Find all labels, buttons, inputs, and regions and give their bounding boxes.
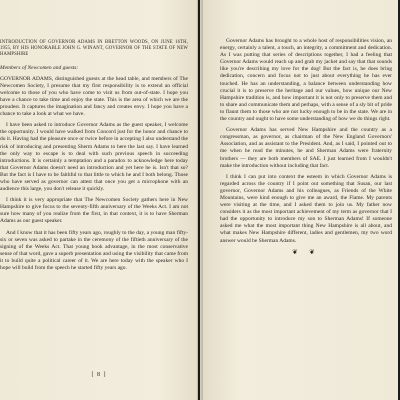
paragraph: I think it is very appropriate that The Newcomen Society gathers here in New Hampshire to give focus to the seventy-fifth anniversary of the Weeks Act. I am not sure how many of you realize from the first, in that context, it is to have Sherman Adams as our guest speaker. <box>0 197 188 225</box>
section-ornament: ❦ ❦ <box>292 248 320 256</box>
book-gutter <box>197 0 203 400</box>
left-page <box>0 0 198 400</box>
paragraph: And I know that it has been fifty years ago, roughly to the day, a young man fifty-six or seven was asked to partake in the ceremony of the fiftieth anniversary of the signing of the Weeks Act. That young book advantage, in the most conservative sense of that word, gave a superb presentation and using the visibility that came from it to build quite a political career of it. We are here today with the speaker who I hope will build from the speech he started fifty years ago. <box>0 229 188 272</box>
paragraph: I think I can put into context the esteem in which Governor Adams is regarded across the country if I point out something that Susan, our last governor, Governor Adams and his colleagues, as Friends of the White Mountains, were kind enough to give me an award, the Flame. My parents were visiting at the time, and I asked them to join us. My father now considers it as the most important achievement of my term as governor that I had the opportunity to introduce my son to Sherman Adams! If someone asked me what the most important thing New Hampshire is all about, and what makes New Hampshire different, ladies and gentlemen, my two word answer would be Sherman Adams. <box>220 173 392 244</box>
page-number: [ 8 ] <box>91 372 107 378</box>
paragraph: Governor Adams has brought to a whole host of responsibilities vision, an energy, certainly a talent, a touch, an integrity, a commitment and dedication. As I was putting that series of descriptions together, I had a feeling that Governor Adams would reach up and grab my jacket and say that that sounds like you're describing my love for the dog! But the fact is, he does bring dedication, concern and focus not to just about everything he has ever touched. He has an understanding, a balance between understanding how crucial it is to preserve the heritage and our values, how unique our New Hampshire tradition is, and how important it is not only to preserve them and to share and communicate them and perhaps, with a sense of a sly bit of pride to flaunt them to those who are not lucky enough to be in the state. We are in the country and ought to have some understanding of how we do things right. <box>220 38 392 123</box>
paragraph: I have been asked to introduce Governor Adams as the guest speaker, I welcome the opportunity. I would have walked from Concord just for the honor and chance to do it. Having had the pleasure once or twice before in accepting I also understand the risk of introducing and presenting Sherm Adams to here the last say. I have learned the only way to escape is to deal with such previous speech in succeeding introductions. It is certainly a temptation and a paradox to acknowledge here today that Governor Adams doesn't need an introduction and yet here he is. Isn't that so? But the fact is I have to be faithful to that little to which he and I both belong. Those who have served as governor can attest that once you get a microphone with an audience this large, you don't release it quickly. <box>0 122 188 193</box>
salutation: Members of Newcomen and guests: <box>0 64 79 71</box>
left-page-text <box>0 40 188 276</box>
introduction-heading: INTRODUCTION OF GOVERNOR ADAMS IN BRETTON WOODS, ON JUNE 16TH, 1955, BY HIS HONORABLE JOHN G. WINANT, GOVERNOR OF THE STATE OF NEW HAMPSHIRE <box>0 40 188 58</box>
paragraph: Governor Adams has served New Hampshire and the country as a congressman, as governor, as chairman of the New England Governors' Association, and as assistant to the President. And, as I said, I pointed out to me when he read the minutes, he and Sherman Adams were fraternity brothers — they are both members of SAE. I just learned from I wouldn't make the introduction without including that fact. <box>220 127 392 169</box>
right-page-text <box>220 38 392 256</box>
right-page <box>200 0 398 400</box>
paragraph: GOVERNOR ADAMS, distinguished guests at the head table, and members of The Newcomen Society, I presume that my first responsibility is to extend an official welcome to those of you who have come to visit us from out-of-state. I hope you have a chance to take time and enjoy the state. This is the area of which we are the proudest. It captures the imagination and fancy and creates envy. I hope you have a chance to take a look at what we have. <box>0 75 188 118</box>
